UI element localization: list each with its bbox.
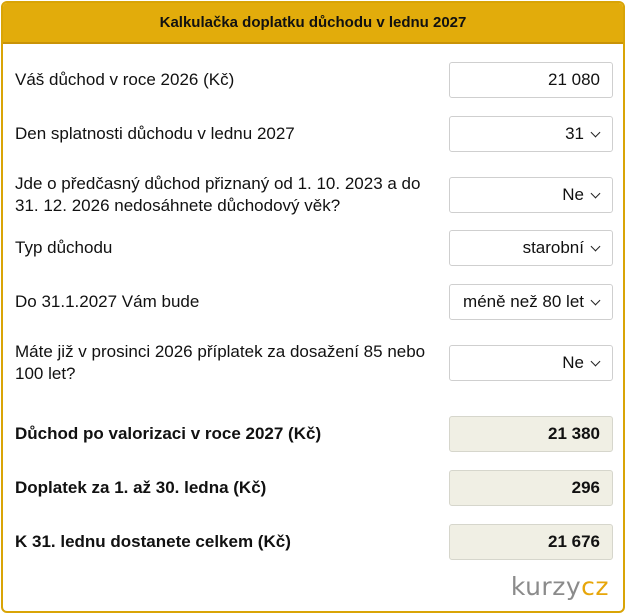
pension-2026-label: Váš důchod v roce 2026 (Kč) [15, 70, 235, 89]
due-day-row [15, 116, 613, 152]
early-pension-value: Ne [562, 185, 584, 204]
arrears-value: 296 [571, 478, 600, 497]
pension-2026-value: 21 080 [548, 70, 600, 89]
due-day-select[interactable] [449, 116, 613, 152]
age-select[interactable] [449, 284, 613, 320]
chevron-down-icon [591, 295, 601, 305]
logo-part-kurzy: kurzy [510, 572, 582, 601]
arrears-row [15, 470, 613, 506]
chevron-down-icon [591, 188, 601, 198]
age-label: Do 31.1.2027 Vám bude [15, 292, 200, 311]
due-day-label: Den splatnosti důchodu v lednu 2027 [15, 124, 295, 143]
kurzy-cz-logo[interactable] [511, 572, 609, 601]
pension-2026-row [15, 62, 613, 98]
early-pension-label: Jde o předčasný důchod přiznaný od 1. 10. 2023 a do 31. 12. 2026 nedosáhnete důchodový věk? [15, 174, 421, 215]
chevron-down-icon [591, 356, 601, 366]
supplement-label: Máte již v prosinci 2026 příplatek za dosažení 85 nebo 100 let? [15, 342, 426, 383]
pension-2026-input[interactable] [449, 62, 613, 98]
total-value: 21 676 [548, 532, 600, 551]
total-row [15, 524, 613, 560]
total-result [449, 524, 613, 560]
valorized-pension-result [449, 416, 613, 452]
age-value: méně než 80 let [463, 292, 584, 311]
valorized-pension-label: Důchod po valorizaci v roce 2027 (Kč) [15, 424, 322, 443]
pension-type-label: Typ důchodu [15, 238, 113, 257]
chevron-down-icon [591, 127, 601, 137]
total-label: K 31. lednu dostanete celkem (Kč) [15, 532, 291, 551]
chevron-down-icon [591, 241, 601, 251]
valorized-pension-value: 21 380 [548, 424, 600, 443]
pension-type-select[interactable] [449, 230, 613, 266]
supplement-row [15, 341, 613, 385]
arrears-label: Doplatek za 1. až 30. ledna (Kč) [15, 478, 267, 497]
supplement-value: Ne [562, 353, 584, 372]
logo-part-cz: cz [581, 572, 609, 601]
valorized-pension-row [15, 416, 613, 452]
due-day-value: 31 [565, 124, 584, 143]
arrears-result [449, 470, 613, 506]
early-pension-row [15, 173, 613, 217]
pension-type-row [15, 230, 613, 266]
pension-type-value: starobní [522, 238, 584, 257]
calculator-panel [1, 1, 625, 613]
age-row [15, 284, 613, 320]
calculator-title: Kalkulačka doplatku důchodu v lednu 2027 [3, 3, 623, 44]
supplement-select[interactable] [449, 345, 613, 381]
early-pension-select[interactable] [449, 177, 613, 213]
